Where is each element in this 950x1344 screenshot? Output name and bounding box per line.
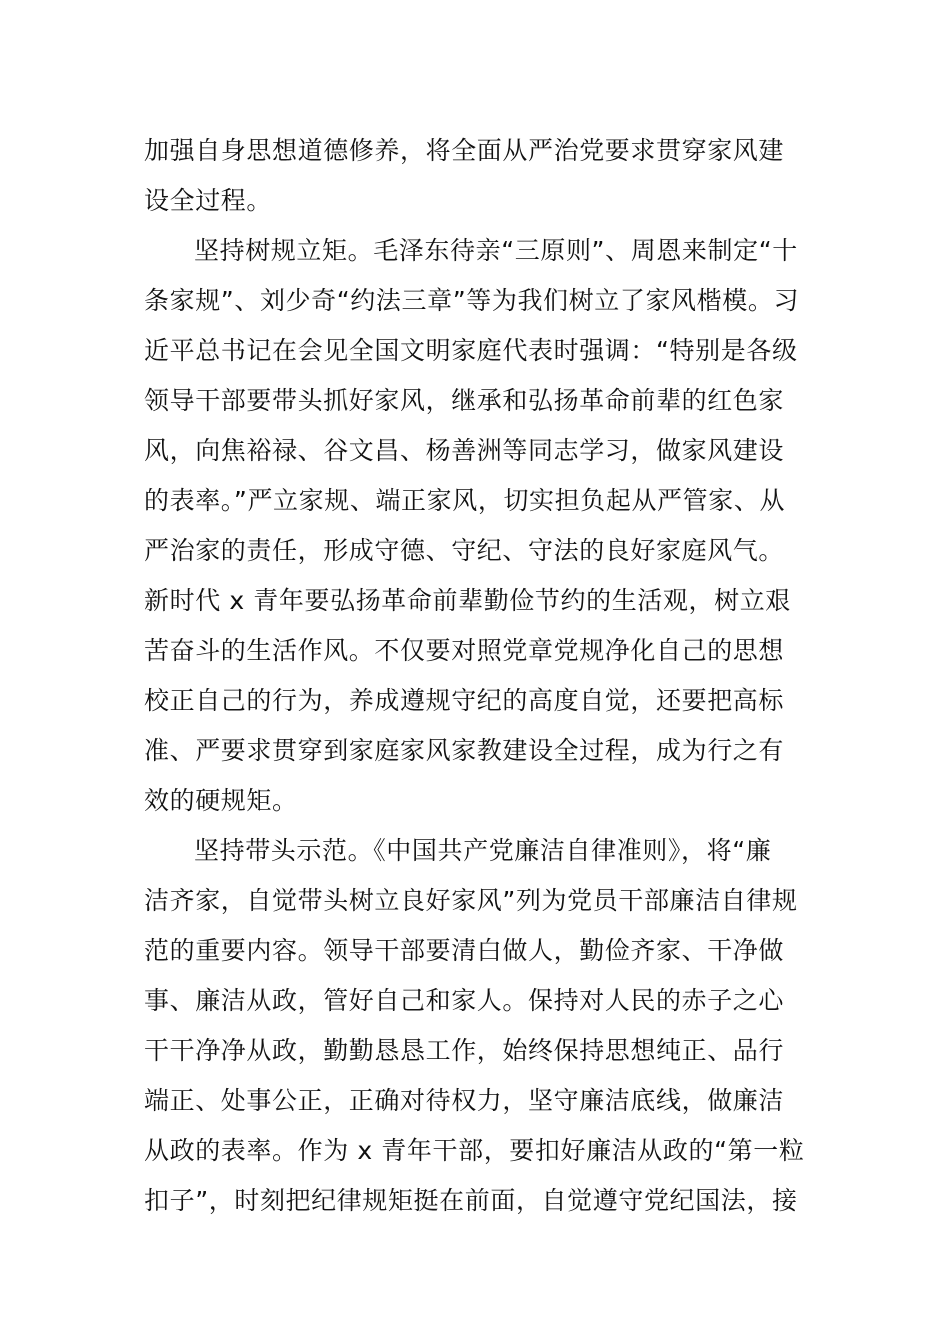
text-line: 的表率。”严立家规、端正家风，切实担负起从严管家、从 [144, 486, 786, 515]
text-line: 范的重要内容。领导干部要清白做人，勤俭齐家、干净做 [144, 936, 785, 965]
text-line: 严治家的责任，形成守德、守纪、守法的良好家庭风气。 [144, 536, 785, 565]
text-line: 加强自身思想道德修养，将全面从严治党要求贯穿家风建 [144, 136, 785, 165]
text-line: 洁齐家，自觉带头树立良好家风”列为党员干部廉洁自律规 [144, 886, 798, 915]
text-line: 端正、处事公正，正确对待权力，坚守廉洁底线，做廉洁 [144, 1086, 785, 1115]
text-line: 校正自己的行为，养成遵规守纪的高度自觉，还要把高标 [144, 686, 785, 715]
text-line: 从政的表率。作为 x 青年干部，要扣好廉洁从政的“第一粒 [144, 1136, 805, 1165]
text-line: 效的硬规矩。 [144, 786, 298, 815]
text-line: 准、严要求贯穿到家庭家风家教建设全过程，成为行之有 [144, 736, 785, 765]
text-line: 近平总书记在会见全国文明家庭代表时强调：“特别是各级 [144, 336, 798, 365]
text-line: 坚持带头示范。《中国共产党廉洁自律准则》，将“廉 [194, 836, 772, 865]
text-line: 设全过程。 [144, 186, 273, 215]
text-line: 风，向焦裕禄、谷文昌、杨善洲等同志学习，做家风建设 [144, 436, 785, 465]
text-line: 条家规”、刘少奇“约法三章”等为我们树立了家风楷模。习 [144, 286, 800, 315]
text-line: 领导干部要带头抓好家风，继承和弘扬革命前辈的红色家 [144, 386, 785, 415]
text-line: 事、廉洁从政，管好自己和家人。保持对人民的赤子之心 [144, 986, 785, 1015]
text-line: 干干净净从政，勤勤恳恳工作，始终保持思想纯正、品行 [144, 1036, 785, 1065]
text-line: 苦奋斗的生活作风。不仅要对照党章党规净化自己的思想 [144, 636, 785, 665]
text-line: 坚持树规立矩。毛泽东待亲“三原则”、周恩来制定“十 [194, 236, 798, 265]
text-line: 新时代 x 青年要弘扬革命前辈勤俭节约的生活观，树立艰 [144, 586, 791, 615]
text-line: 扣子”，时刻把纪律规矩挺在前面，自觉遵守党纪国法，接 [144, 1186, 798, 1215]
